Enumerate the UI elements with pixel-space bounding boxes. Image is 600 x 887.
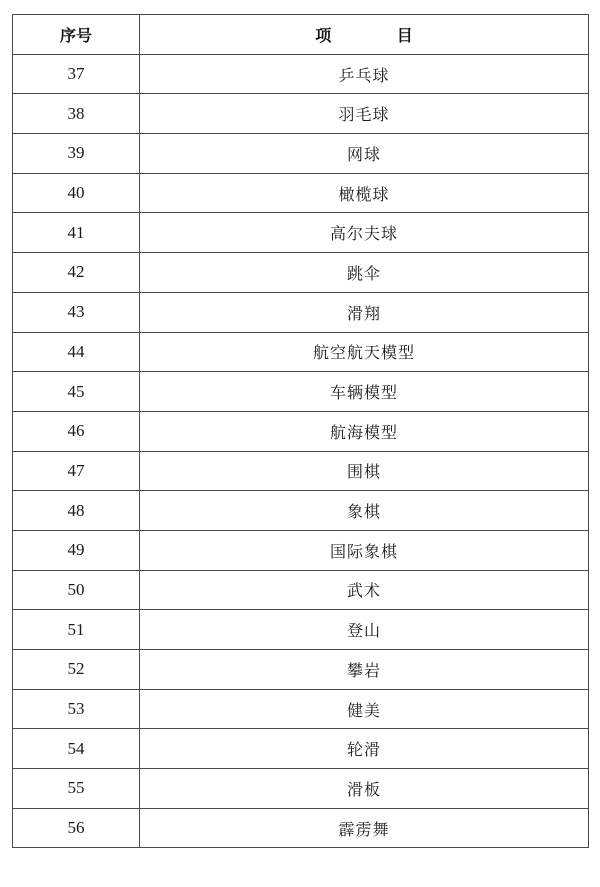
row-number: 37	[13, 54, 140, 94]
row-item: 跳伞	[140, 253, 589, 293]
row-number: 40	[13, 173, 140, 213]
table-row	[13, 491, 589, 531]
row-number: 51	[13, 610, 140, 650]
header-item: 项 目	[140, 15, 589, 55]
row-number: 44	[13, 332, 140, 372]
table-row	[13, 729, 589, 769]
row-number: 52	[13, 650, 140, 690]
table-row	[13, 134, 589, 174]
row-number: 41	[13, 213, 140, 253]
row-item: 攀岩	[140, 650, 589, 690]
row-number: 45	[13, 372, 140, 412]
row-item: 滑翔	[140, 292, 589, 332]
row-number: 47	[13, 451, 140, 491]
row-number: 39	[13, 134, 140, 174]
table-row	[13, 769, 589, 809]
row-item: 霹雳舞	[140, 808, 589, 848]
row-item: 网球	[140, 134, 589, 174]
row-item: 羽毛球	[140, 94, 589, 134]
header-number: 序号	[13, 15, 140, 55]
table-row	[13, 54, 589, 94]
table-row	[13, 689, 589, 729]
table-row	[13, 173, 589, 213]
row-number: 55	[13, 769, 140, 809]
row-number: 56	[13, 808, 140, 848]
row-item: 航海模型	[140, 411, 589, 451]
table-header-row	[13, 15, 589, 55]
table-row	[13, 530, 589, 570]
table-row	[13, 610, 589, 650]
table-row	[13, 292, 589, 332]
table-row	[13, 570, 589, 610]
row-item: 航空航天模型	[140, 332, 589, 372]
row-item: 象棋	[140, 491, 589, 531]
row-number: 50	[13, 570, 140, 610]
table-row	[13, 650, 589, 690]
row-number: 53	[13, 689, 140, 729]
table-row	[13, 94, 589, 134]
row-item: 高尔夫球	[140, 213, 589, 253]
table-row	[13, 372, 589, 412]
row-item: 橄榄球	[140, 173, 589, 213]
row-number: 46	[13, 411, 140, 451]
row-number: 42	[13, 253, 140, 293]
sports-items-table	[12, 14, 589, 848]
row-item: 轮滑	[140, 729, 589, 769]
row-item: 车辆模型	[140, 372, 589, 412]
row-item: 滑板	[140, 769, 589, 809]
row-number: 43	[13, 292, 140, 332]
row-item: 国际象棋	[140, 530, 589, 570]
table-row	[13, 808, 589, 848]
table-row	[13, 213, 589, 253]
row-item: 武术	[140, 570, 589, 610]
table-row	[13, 253, 589, 293]
row-item: 登山	[140, 610, 589, 650]
row-number: 54	[13, 729, 140, 769]
row-item: 乒乓球	[140, 54, 589, 94]
sports-items-sheet	[12, 14, 588, 848]
row-number: 38	[13, 94, 140, 134]
table-row	[13, 451, 589, 491]
table-row	[13, 411, 589, 451]
row-item: 健美	[140, 689, 589, 729]
row-item: 围棋	[140, 451, 589, 491]
table-row	[13, 332, 589, 372]
row-number: 48	[13, 491, 140, 531]
row-number: 49	[13, 530, 140, 570]
